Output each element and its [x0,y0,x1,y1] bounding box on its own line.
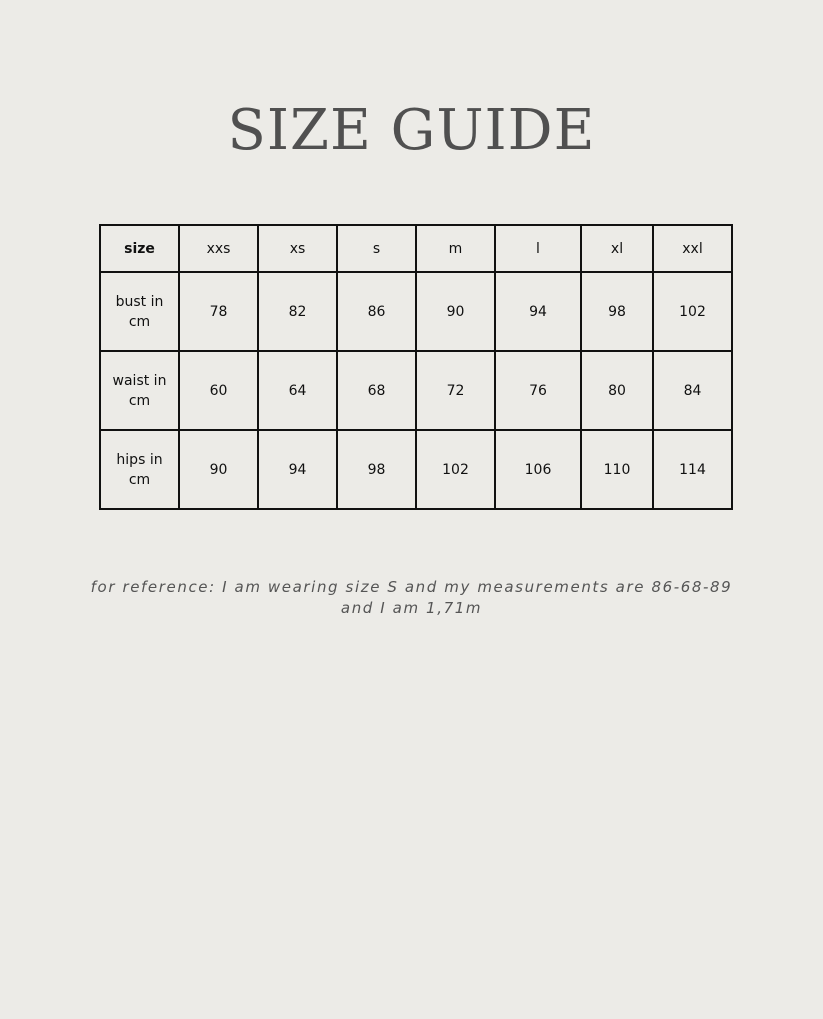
table-row [100,351,732,430]
table-cell: 90 [179,430,258,509]
table-cell: 106 [495,430,581,509]
table-row [100,272,732,351]
table-cell: 98 [337,430,416,509]
table-cell: 102 [653,272,732,351]
header-cell: l [495,225,581,272]
reference-note: for reference: I am wearing size S and my measurements are 86-68-89 and I am 1,71m [90,578,733,617]
table-cell: 102 [416,430,495,509]
page-title: SIZE GUIDE [227,98,596,163]
table-cell: 98 [581,272,653,351]
table-cell: 94 [258,430,337,509]
table-cell: 82 [258,272,337,351]
table-cell: 86 [337,272,416,351]
table-cell: 114 [653,430,732,509]
header-cell: s [337,225,416,272]
row-label: bust in cm [100,272,179,351]
header-cell: xl [581,225,653,272]
table-cell: 76 [495,351,581,430]
table-cell: 78 [179,272,258,351]
table-cell: 64 [258,351,337,430]
table-cell: 80 [581,351,653,430]
header-cell: m [416,225,495,272]
table-cell: 60 [179,351,258,430]
table-cell: 72 [416,351,495,430]
header-cell: xxl [653,225,732,272]
table-cell: 94 [495,272,581,351]
row-label: hips in cm [100,430,179,509]
table-row [100,430,732,509]
header-cell: xxs [179,225,258,272]
row-label: waist in cm [100,351,179,430]
header-cell-size: size [100,225,179,272]
size-table [99,224,733,510]
table-cell: 90 [416,272,495,351]
table-header-row [100,225,732,272]
table-cell: 110 [581,430,653,509]
header-cell: xs [258,225,337,272]
table-cell: 84 [653,351,732,430]
table-cell: 68 [337,351,416,430]
